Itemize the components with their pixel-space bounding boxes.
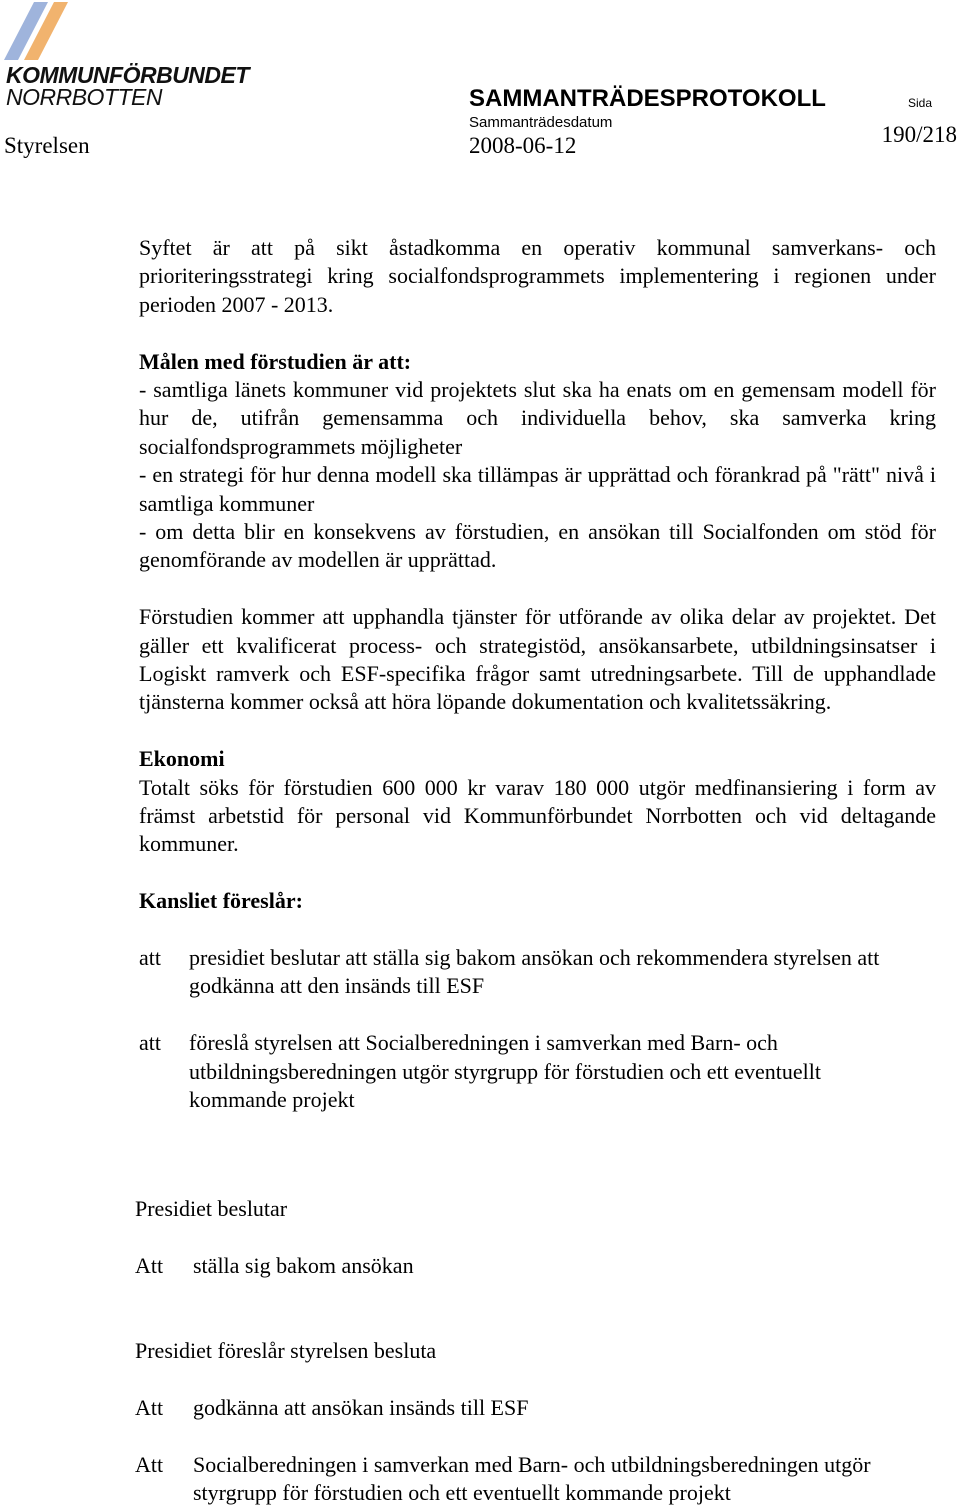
logo-text-line2: NORRBOTTEN — [6, 84, 162, 110]
proposal-item — [139, 944, 936, 1001]
department-name: Styrelsen — [4, 133, 90, 158]
goal-item: - samtliga länets kommuner vid projektets slut ska ha enats om en gemensam modell för hur de, utifrån gemensamma och individuella behov, ska samverka kring socialfondsprogrammets möjligheter — [139, 377, 936, 459]
document-body — [139, 234, 936, 1143]
goal-item: - en strategi för hur denna modell ska tillämpas är upprättad och förankrad på "rätt" nivå i samtliga kommuner — [139, 462, 936, 516]
goals-section — [139, 348, 936, 575]
decisions-section — [135, 1195, 935, 1508]
goal-item: - om detta blir en konsekvens av förstudien, en ansökan till Socialfonden om stöd för genomförande av modellen är upprättad. — [139, 519, 936, 573]
decision-text: ställa sig bakom ansökan — [193, 1252, 414, 1278]
proposal-heading: Kansliet föreslår: — [139, 888, 303, 914]
proposal-keyword: att — [139, 1030, 161, 1056]
goals-heading: Målen med förstudien är att: — [139, 348, 412, 374]
page-number: 190/218 — [881, 122, 957, 147]
logo-stripes-icon — [4, 2, 84, 64]
page-label: Sida — [908, 96, 933, 110]
decision-keyword: Att — [135, 1252, 164, 1278]
presidium-decision-title: Presidiet beslutar — [135, 1196, 288, 1221]
board-decision-item — [135, 1451, 935, 1508]
organization-logo — [4, 2, 264, 114]
proposal-keyword: att — [139, 945, 161, 971]
proposal-text: presidiet beslutar att ställa sig bakom ansökan och rekommendera styrelsen att godkänna att den insänds till ESF — [189, 945, 880, 999]
presidium-decision-item — [135, 1252, 935, 1280]
board-proposal-title: Presidiet föreslår styrelsen besluta — [135, 1338, 437, 1364]
economy-paragraph: Totalt söks för förstudien 600 000 kr varav 180 000 utgör medfinansiering i form av främst arbetstid för personal vid Kommunförbundet Norrbotten och vid deltagande kommuner. — [139, 774, 936, 857]
meeting-date-label: Sammanträdesdatum — [469, 114, 613, 131]
board-decision-item — [135, 1394, 935, 1422]
decision-text: godkänna att ansökan insänds till ESF — [193, 1395, 529, 1420]
logo-text-line1: KOMMUNFÖRBUNDET — [6, 62, 249, 88]
proposal-item — [139, 1029, 936, 1114]
document-title: SAMMANTRÄDESPROTOKOLL — [469, 85, 826, 112]
decision-keyword: Att — [135, 1395, 164, 1420]
meeting-date-value: 2008-06-12 — [469, 133, 577, 158]
decision-keyword: Att — [135, 1451, 164, 1477]
economy-heading: Ekonomi — [139, 746, 225, 772]
decision-text: Socialberedningen i samverkan med Barn- och utbildningsberedningen utgör styrgrupp för förstudien och ett eventuellt kommande projekt — [193, 1451, 871, 1506]
proposal-text: föreslå styrelsen att Socialberedningen i samverkan med Barn- och utbildningsberedningen utgör styrgrupp för förstudien och ett eventuellt kommande projekt — [189, 1030, 821, 1113]
intro-paragraph: Syftet är att på sikt åstadkomma en operativ kommunal samverkans- och prioriteringsstrategi kring socialfondsprogrammets implementering i regionen under perioden 2007 - 2013. — [139, 235, 936, 317]
procurement-paragraph: Förstudien kommer att upphandla tjänster för utförande av olika delar av projektet. Det gäller ett kvalificerat process- och strategistöd, ansökansarbete, utbildningsinsatser i Logiskt ramverk och ESF-specifika frågor samt utredningsarbete. Till de upphandlade tjänsterna kommer också att höra löpande dokumentation och kvalitetssäkring. — [139, 604, 936, 715]
economy-section — [139, 745, 936, 859]
